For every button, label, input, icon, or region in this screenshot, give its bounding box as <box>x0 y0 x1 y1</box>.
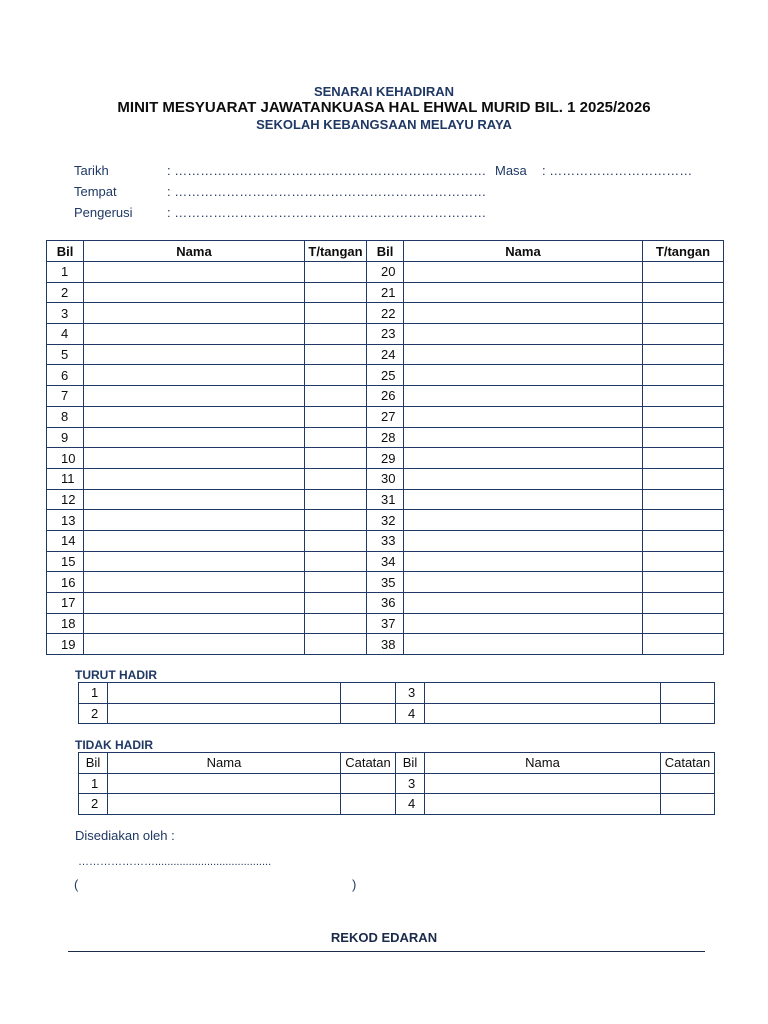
bil-cell: 20 <box>367 262 404 283</box>
nama-cell <box>404 489 643 510</box>
tandatangan-cell <box>643 510 724 531</box>
col-header-nama: Nama <box>425 753 661 774</box>
nama-cell <box>84 510 305 531</box>
bil-cell: 5 <box>47 344 84 365</box>
attendance-header-row <box>47 241 724 262</box>
table-row <box>79 703 715 724</box>
bil-cell: 18 <box>47 613 84 634</box>
bil-cell: 12 <box>47 489 84 510</box>
bil-cell: 23 <box>367 324 404 345</box>
bil-cell: 27 <box>367 406 404 427</box>
tarikh-field: : ……………………………………………………………… <box>167 163 487 178</box>
nama-cell <box>84 593 305 614</box>
col-header-bil: Bil <box>396 753 425 774</box>
col-header-nama: Nama <box>404 241 643 262</box>
masa-field: : …………………………… <box>542 163 693 178</box>
table-row <box>47 344 724 365</box>
table-row <box>47 386 724 407</box>
bil-cell: 2 <box>47 282 84 303</box>
tandatangan-cell <box>643 489 724 510</box>
bil-cell: 21 <box>367 282 404 303</box>
nama-cell <box>425 773 661 794</box>
nama-cell <box>425 683 661 704</box>
nama-cell <box>84 303 305 324</box>
nama-cell <box>404 386 643 407</box>
bil-cell: 33 <box>367 530 404 551</box>
tempat-label: Tempat <box>74 184 117 199</box>
tandatangan-cell <box>305 510 367 531</box>
bil-cell: 10 <box>47 448 84 469</box>
catatan-cell <box>341 794 396 815</box>
tidak-hadir-header-row <box>79 753 715 774</box>
table-row <box>79 683 715 704</box>
tandatangan-cell <box>643 262 724 283</box>
bil-cell: 4 <box>396 794 425 815</box>
tandatangan-cell <box>643 468 724 489</box>
table-row <box>47 572 724 593</box>
catatan-cell <box>341 773 396 794</box>
nama-cell <box>84 613 305 634</box>
bil-cell: 26 <box>367 386 404 407</box>
attendance-table <box>46 240 724 655</box>
pengerusi-label: Pengerusi <box>74 205 133 220</box>
nama-cell <box>404 365 643 386</box>
bil-cell: 35 <box>367 572 404 593</box>
col-header-bil: Bil <box>79 753 108 774</box>
prepared-by-label: Disediakan oleh : <box>75 828 175 843</box>
tandatangan-cell <box>305 406 367 427</box>
tandatangan-cell <box>305 468 367 489</box>
nama-cell <box>404 262 643 283</box>
table-row <box>47 634 724 655</box>
nama-cell <box>84 262 305 283</box>
bil-cell: 22 <box>367 303 404 324</box>
nama-cell <box>404 530 643 551</box>
nama-cell <box>84 572 305 593</box>
bil-cell: 16 <box>47 572 84 593</box>
tandatangan-cell <box>341 703 396 724</box>
masa-label: Masa <box>495 163 527 178</box>
tandatangan-cell <box>643 634 724 655</box>
catatan-cell <box>661 794 715 815</box>
bil-cell: 3 <box>396 773 425 794</box>
doc-title: SENARAI KEHADIRAN <box>313 84 455 99</box>
col-header-bil: Bil <box>47 241 84 262</box>
tandatangan-cell <box>305 262 367 283</box>
pengerusi-field: : ……………………………………………………………… <box>167 205 487 220</box>
tandatangan-cell <box>305 593 367 614</box>
tandatangan-cell <box>305 613 367 634</box>
bil-cell: 11 <box>47 468 84 489</box>
bil-cell: 14 <box>47 530 84 551</box>
nama-cell <box>404 303 643 324</box>
tarikh-label: Tarikh <box>74 163 109 178</box>
bil-cell: 2 <box>79 794 108 815</box>
meeting-title: MINIT MESYUARAT JAWATANKUASA HAL EHWAL MURID BIL. 1 2025/2026 <box>117 99 651 116</box>
bil-cell: 4 <box>47 324 84 345</box>
bil-cell: 28 <box>367 427 404 448</box>
table-row <box>47 324 724 345</box>
table-row <box>47 427 724 448</box>
nama-cell <box>84 448 305 469</box>
nama-cell <box>404 427 643 448</box>
tandatangan-cell <box>643 551 724 572</box>
tandatangan-cell <box>643 593 724 614</box>
bil-cell: 37 <box>367 613 404 634</box>
col-header-catatan: Catatan <box>341 753 396 774</box>
bil-cell: 3 <box>47 303 84 324</box>
bil-cell: 1 <box>79 773 108 794</box>
signature-line: …………………...................................... <box>78 856 272 868</box>
tandatangan-cell <box>643 448 724 469</box>
tandatangan-cell <box>643 324 724 345</box>
tandatangan-cell <box>643 406 724 427</box>
tandatangan-cell <box>305 489 367 510</box>
turut-hadir-table <box>78 682 715 724</box>
catatan-cell <box>661 773 715 794</box>
tandatangan-cell <box>643 613 724 634</box>
table-row <box>47 282 724 303</box>
tandatangan-cell <box>305 427 367 448</box>
nama-cell <box>84 324 305 345</box>
bil-cell: 6 <box>47 365 84 386</box>
table-row <box>47 448 724 469</box>
tandatangan-cell <box>661 703 715 724</box>
bil-cell: 25 <box>367 365 404 386</box>
bil-cell: 34 <box>367 551 404 572</box>
bil-cell: 9 <box>47 427 84 448</box>
bil-cell: 15 <box>47 551 84 572</box>
bil-cell: 17 <box>47 593 84 614</box>
col-header-ttangan: T/tangan <box>643 241 724 262</box>
nama-cell <box>108 794 341 815</box>
bil-cell: 3 <box>396 683 425 704</box>
bil-cell: 32 <box>367 510 404 531</box>
school-name: SEKOLAH KEBANGSAAN MELAYU RAYA <box>256 117 512 132</box>
tandatangan-cell <box>305 530 367 551</box>
tandatangan-cell <box>305 282 367 303</box>
table-row <box>47 262 724 283</box>
tandatangan-cell <box>305 344 367 365</box>
footer-divider <box>68 951 705 952</box>
nama-cell <box>84 489 305 510</box>
nama-cell <box>404 344 643 365</box>
turut-hadir-title: TURUT HADIR <box>75 668 157 682</box>
nama-cell <box>404 406 643 427</box>
tandatangan-cell <box>643 303 724 324</box>
nama-cell <box>425 703 661 724</box>
name-paren-open: ( <box>74 877 79 892</box>
col-header-nama: Nama <box>84 241 305 262</box>
nama-cell <box>404 593 643 614</box>
tempat-field: : ……………………………………………………………… <box>167 184 487 199</box>
table-row <box>79 773 715 794</box>
table-row <box>47 365 724 386</box>
nama-cell <box>84 634 305 655</box>
table-row <box>79 794 715 815</box>
table-row <box>47 551 724 572</box>
table-row <box>47 593 724 614</box>
nama-cell <box>84 530 305 551</box>
nama-cell <box>84 386 305 407</box>
bil-cell: 31 <box>367 489 404 510</box>
bil-cell: 8 <box>47 406 84 427</box>
table-row <box>47 303 724 324</box>
nama-cell <box>404 634 643 655</box>
tandatangan-cell <box>643 386 724 407</box>
nama-cell <box>404 468 643 489</box>
bil-cell: 38 <box>367 634 404 655</box>
rekod-edaran-title: REKOD EDARAN <box>330 930 438 945</box>
nama-cell <box>404 572 643 593</box>
table-row <box>47 489 724 510</box>
nama-cell <box>404 282 643 303</box>
nama-cell <box>108 683 341 704</box>
bil-cell: 29 <box>367 448 404 469</box>
tandatangan-cell <box>643 282 724 303</box>
tandatangan-cell <box>305 634 367 655</box>
bil-cell: 1 <box>47 262 84 283</box>
table-row <box>47 406 724 427</box>
tandatangan-cell <box>643 427 724 448</box>
col-header-bil: Bil <box>367 241 404 262</box>
table-row <box>47 613 724 634</box>
tandatangan-cell <box>643 530 724 551</box>
nama-cell <box>404 448 643 469</box>
table-row <box>47 468 724 489</box>
tidak-hadir-title: TIDAK HADIR <box>75 738 153 752</box>
nama-cell <box>404 510 643 531</box>
nama-cell <box>84 344 305 365</box>
col-header-nama: Nama <box>108 753 341 774</box>
bil-cell: 1 <box>79 683 108 704</box>
nama-cell <box>108 773 341 794</box>
bil-cell: 24 <box>367 344 404 365</box>
nama-cell <box>425 794 661 815</box>
nama-cell <box>404 551 643 572</box>
tandatangan-cell <box>305 386 367 407</box>
table-row <box>47 530 724 551</box>
tandatangan-cell <box>643 572 724 593</box>
bil-cell: 13 <box>47 510 84 531</box>
nama-cell <box>84 406 305 427</box>
tandatangan-cell <box>341 683 396 704</box>
nama-cell <box>84 282 305 303</box>
bil-cell: 36 <box>367 593 404 614</box>
tandatangan-cell <box>643 365 724 386</box>
bil-cell: 2 <box>79 703 108 724</box>
nama-cell <box>84 551 305 572</box>
nama-cell <box>108 703 341 724</box>
tandatangan-cell <box>305 448 367 469</box>
table-row <box>47 510 724 531</box>
bil-cell: 4 <box>396 703 425 724</box>
bil-cell: 19 <box>47 634 84 655</box>
tandatangan-cell <box>305 572 367 593</box>
bil-cell: 7 <box>47 386 84 407</box>
tandatangan-cell <box>305 551 367 572</box>
bil-cell: 30 <box>367 468 404 489</box>
nama-cell <box>84 365 305 386</box>
nama-cell <box>84 427 305 448</box>
nama-cell <box>404 324 643 345</box>
tandatangan-cell <box>305 365 367 386</box>
tandatangan-cell <box>305 303 367 324</box>
nama-cell <box>404 613 643 634</box>
tidak-hadir-table <box>78 752 715 815</box>
col-header-catatan: Catatan <box>661 753 715 774</box>
col-header-ttangan: T/tangan <box>305 241 367 262</box>
tandatangan-cell <box>643 344 724 365</box>
name-paren-close: ) <box>352 877 357 892</box>
tandatangan-cell <box>305 324 367 345</box>
tandatangan-cell <box>661 683 715 704</box>
nama-cell <box>84 468 305 489</box>
